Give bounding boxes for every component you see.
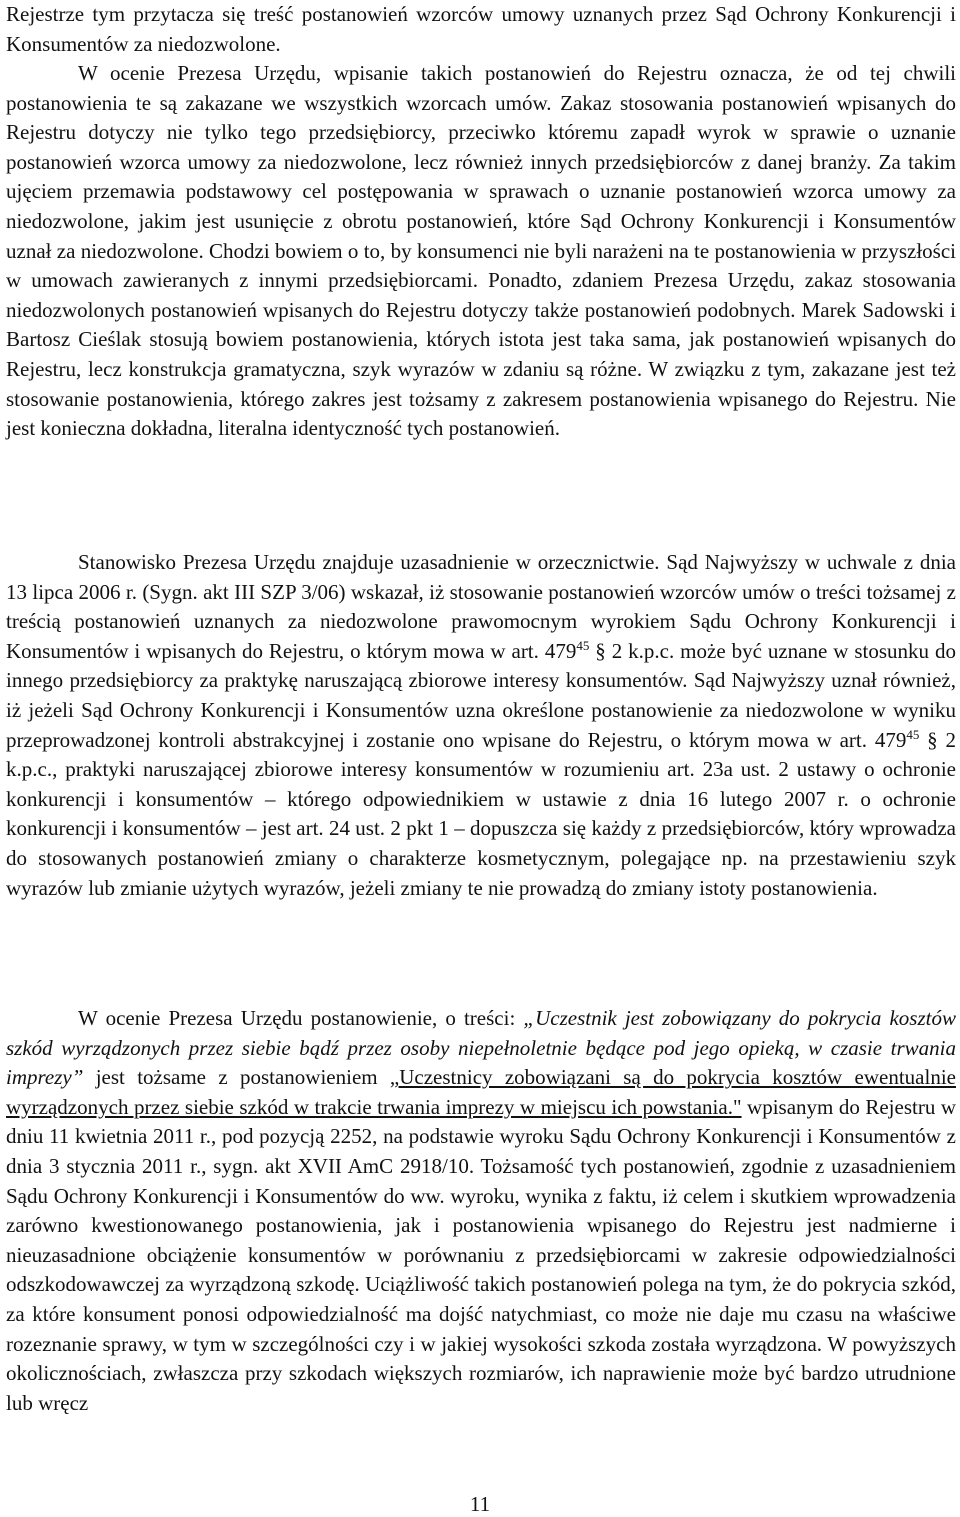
paragraph-4: [6, 1004, 956, 1418]
paragraph-3: [6, 548, 956, 903]
paragraph-3-text-c: § 2 k.p.c., praktyki naruszającej zbiorowe interesy konsumentów w rozumieniu art. 23a ust. 2 ustawy o ochronie konkurencji i konsumentów – którego odpowiednikiem w ustawie z dnia 16 lutego 2007 r. o ochronie konkurencji i konsumentów – jest art. 24 ust. 2 pkt 1 – dopuszcza się każdy z przedsiębiorców, który wprowadza do stosowanych postanowień zmiany o charakterze kosmetycznym, polegające np. na przestawieniu szyk wyrazów lub zmianie użytych wyrazów, jeżeli zmiany te nie prowadzą do zmiany istoty postanowienia.: [6, 727, 956, 900]
superscript-45-second: 45: [906, 726, 920, 742]
paragraph-2: [6, 59, 956, 444]
quoted-clause-italic: „Uczestnik jest zobowiązany do pokrycia kosztów szkód wyrządzonych przez siebie bądź przez osoby niepełnoletnie będące pod jego opieką, w czasie trwania imprezy”: [6, 1006, 956, 1090]
quoted-clause-underlined: „Uczestnicy zobowiązani są do pokrycia kosztów ewentualnie wyrządzonych przez siebie szkód w trakcie trwania imprezy w miejscu ich powstania.": [6, 1065, 956, 1119]
superscript-45-first: 45: [576, 637, 590, 653]
paragraph-3-text-a: Stanowisko Prezesa Urzędu znajduje uzasadnienie w orzecznictwie. Sąd Najwyższy w uchwale z dnia 13 lipca 2006 r. (Sygn. akt III SZP 3/06) wskazał, iż stosowanie postanowień wzorców umów o treści tożsamej z treścią postanowień uznanych za niedozwolone prawomocnym wyrokiem Sądu Ochrony Konkurencji i Konsumentów i wpisanych do Rejestru, o którym mowa w art. 479: [6, 550, 956, 663]
paragraph-4-text-a: W ocenie Prezesa Urzędu postanowienie, o treści:: [78, 1006, 524, 1030]
paragraph-1-text: Rejestrze tym przytacza się treść postanowień wzorców umowy uznanych przez Sąd Ochrony Konkurencji i Konsumentów za niedozwolone.: [6, 2, 956, 56]
paragraph-2-text: W ocenie Prezesa Urzędu, wpisanie takich postanowień do Rejestru oznacza, że od tej chwili postanowienia te są zakazane we wszystkich wzorcach umów. Zakaz stosowania postanowień wpisanych do Rejestru dotyczy nie tylko tego przedsiębiorcy, przeciwko któremu zapadł wyrok w sprawie o uznanie postanowień wzorca umowy za niedozwolone, lecz również innych przedsiębiorców z danej branży. Za takim ujęciem przemawia podstawowy cel postępowania w sprawach o uznanie postanowień wzorca umowy za niedozwolone, jakim jest usunięcie z obrotu postanowień, które Sąd Ochrony Konkurencji i Konsumentów uznał za niedozwolone. Chodzi bowiem o to, by konsumenci nie byli narażeni na te postanowienia w przyszłości w umowach zawieranych z innymi przedsiębiorcami. Ponadto, zdaniem Prezesa Urzędu, zakaz stosowania niedozwolonych postanowień wpisanych do Rejestru dotyczy także postanowień podobnych. Marek Sadowski i Bartosz Cieślak stosują bowiem postanowienia, których istota jest taka sama, jak postanowień wpisanych do Rejestru, lecz konstrukcja gramatyczna, szyk wyrazów w zdaniu są różne. W związku z tym, zakazane jest też stosowanie postanowienia, którego zakres jest tożsamy z zakresem postanowienia wpisanego do Rejestru. Nie jest konieczna dokładna, literalna identyczność tych postanowień.: [6, 61, 956, 441]
paragraph-3-text-b: § 2 k.p.c. może być uznane w stosunku do innego przedsiębiorcy za praktykę naruszającą zbiorowe interesy konsumentów. Sąd Najwyższy uznał również, iż jeżeli Sąd Ochrony Konkurencji i Konsumentów uzna określone postanowienie za niedozwolone w wyniku przeprowadzonej kontroli abstrakcyjnej i zostanie ono wpisane do Rejestru, o którym mowa w art. 479: [6, 638, 956, 752]
paragraph-4-text-c: wpisanym do Rejestru w dniu 11 kwietnia 2011 r., pod pozycją 2252, na podstawie wyroku Sądu Ochrony Konkurencji i Konsumentów z dnia 3 stycznia 2011 r., sygn. akt XVII AmC 2918/10. Tożsamość tych postanowień, zgodnie z uzasadnieniem Sądu Ochrony Konkurencji i Konsumentów do ww. wyroku, wynika z faktu, iż celem i skutkiem wprowadzenia zarówno kwestionowanego postanowienia, jak i postanowienia wpisanego do Rejestru jest nadmierne i nieuzasadnione obciążenie konsumentów w porównaniu z przedsiębiorcami w zakresie odpowiedzialności odszkodowawczej za wyrządzoną szkodę. Uciążliwość takich postanowień polega na tym, że do pokrycia szkód, za które konsument ponosi odpowiedzialność ma dojść natychmiast, co może nie daje mu czasu na właściwe rozeznanie sprawy, w tym w szczególności czy i w jakiej wysokości szkoda została wyrządzona. W powyższych okolicznościach, zwłaszcza przy szkodach większych rozmiarów, ich naprawienie może być bardzo utrudnione lub wręcz: [6, 1094, 956, 1415]
paragraph-1: [6, 0, 956, 59]
paragraph-4-text-b: jest tożsame z postanowieniem: [83, 1065, 390, 1090]
page-number: 11: [469, 1492, 491, 1516]
